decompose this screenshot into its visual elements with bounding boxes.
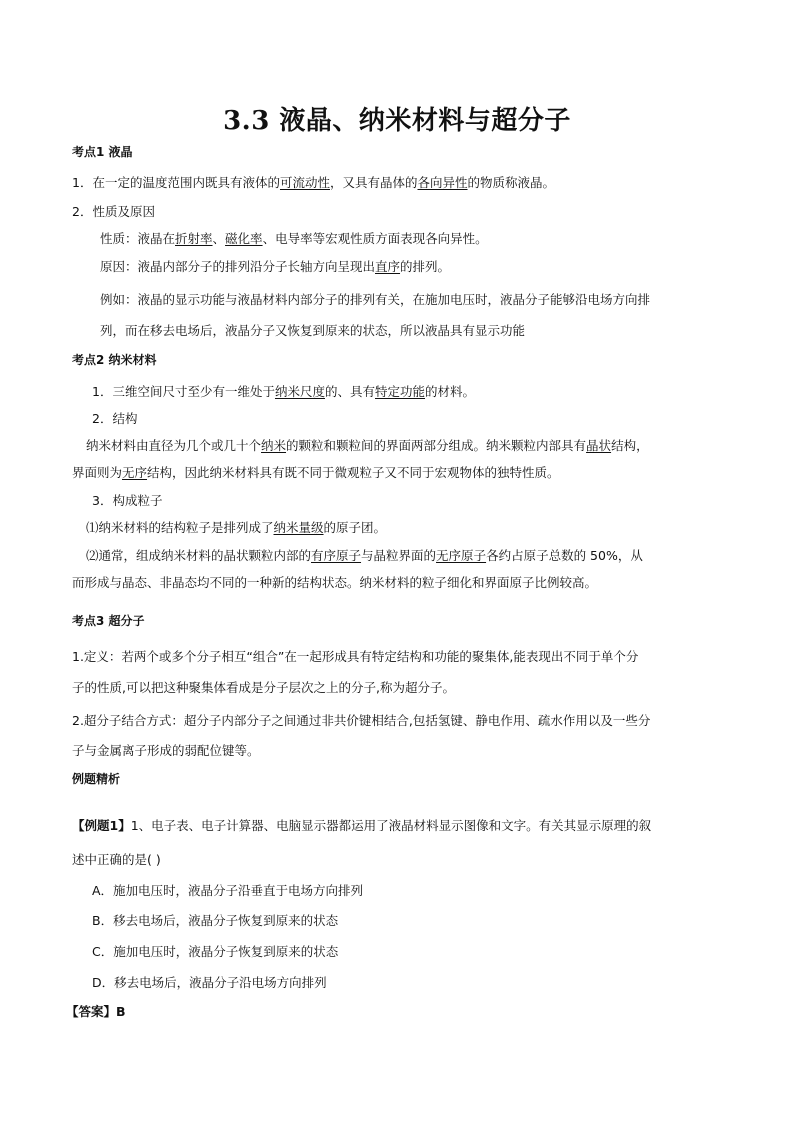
paragraph-supra-binding-line1: 2.超分子结合方式：超分子内部分子之间通过非共价键相结合,包括氢键、静电作用、疏水作用以及一些分	[72, 713, 651, 728]
paragraph-lc-example-line2: 列，而在移去电场后，液晶分子又恢复到原来的状态，所以液晶具有显示功能	[100, 323, 526, 338]
paragraph-nano-structure-line2: 界面则为无序结构，因此纳米材料具有既不同于微观粒子又不同于宏观物体的独特性质。	[72, 465, 560, 480]
section-heading-examples: 例题精析	[72, 772, 121, 786]
paragraph-lc-properties-title: 2．性质及原因	[72, 204, 155, 219]
example-question-line1: 【例题1】1、电子表、电子计算器、电脑显示器都运用了液晶材料显示图像和文字。有关其显示原理的叙	[72, 818, 652, 833]
option-a: A．施加电压时，液晶分子沿垂直于电场方向排列	[92, 883, 364, 898]
paragraph-lc-example-line1: 例如：液晶的显示功能与液晶材料内部分子的排列有关，在施加电压时，液晶分子能够沿电场方向排	[100, 292, 651, 307]
paragraph-nano-structure-title: 2．结构	[92, 411, 138, 426]
option-c: C．施加电压时，液晶分子恢复到原来的状态	[92, 944, 339, 959]
section-heading-liquid-crystal: 考点1 液晶	[72, 145, 133, 159]
paragraph-lc-reason: 原因：液晶内部分子的排列沿分子长轴方向呈现出直序的排列。	[100, 259, 451, 274]
paragraph-nano-particles-title: 3．构成粒子	[92, 493, 163, 508]
section-heading-supramolecule: 考点3 超分子	[72, 614, 145, 628]
paragraph-supra-definition-line2: 子的性质,可以把这种聚集体看成是分子层次之上的分子,称为超分子。	[72, 680, 455, 695]
answer: 【答案】B	[66, 1004, 126, 1019]
paragraph-lc-definition: 1．在一定的温度范围内既具有液体的可流动性，又具有晶体的各向异性的物质称液晶。	[72, 175, 556, 190]
paragraph-supra-binding-line2: 子与金属离子形成的弱配位键等。	[72, 743, 260, 758]
paragraph-nano-particles-2-line1: ⑵通常，组成纳米材料的晶状颗粒内部的有序原子与晶粒界面的无序原子各约占原子总数的 50%，从	[86, 548, 643, 563]
page-title: 3.3 液晶、纳米材料与超分子	[223, 106, 571, 136]
paragraph-nano-definition: 1．三维空间尺寸至少有一维处于纳米尺度的、具有特定功能的材料。	[92, 384, 476, 399]
option-d: D．移去电场后，液晶分子沿电场方向排列	[92, 975, 327, 990]
paragraph-nano-particles-2-line2: 而形成与晶态、非晶态均不同的一种新的结构状态。纳米材料的粒子细化和界面原子比例较高。	[72, 575, 598, 590]
paragraph-nano-structure-line1: 纳米材料由直径为几个或几十个纳米的颗粒和颗粒间的界面两部分组成。纳米颗粒内部具有晶状结构，	[86, 438, 649, 453]
example-question-line2: 述中正确的是( )	[72, 852, 161, 867]
option-b: B．移去电场后，液晶分子恢复到原来的状态	[92, 913, 339, 928]
paragraph-lc-properties: 性质：液晶在折射率、磁化率、电导率等宏观性质方面表现各向异性。	[100, 231, 488, 246]
paragraph-supra-definition-line1: 1.定义：若两个或多个分子相互“组合”在一起形成具有特定结构和功能的聚集体,能表现出不同于单个分	[72, 649, 639, 664]
section-heading-nanomaterial: 考点2 纳米材料	[72, 353, 157, 367]
paragraph-nano-particles-1: ⑴纳米材料的结构粒子是排列成了纳米量级的原子团。	[86, 520, 387, 535]
